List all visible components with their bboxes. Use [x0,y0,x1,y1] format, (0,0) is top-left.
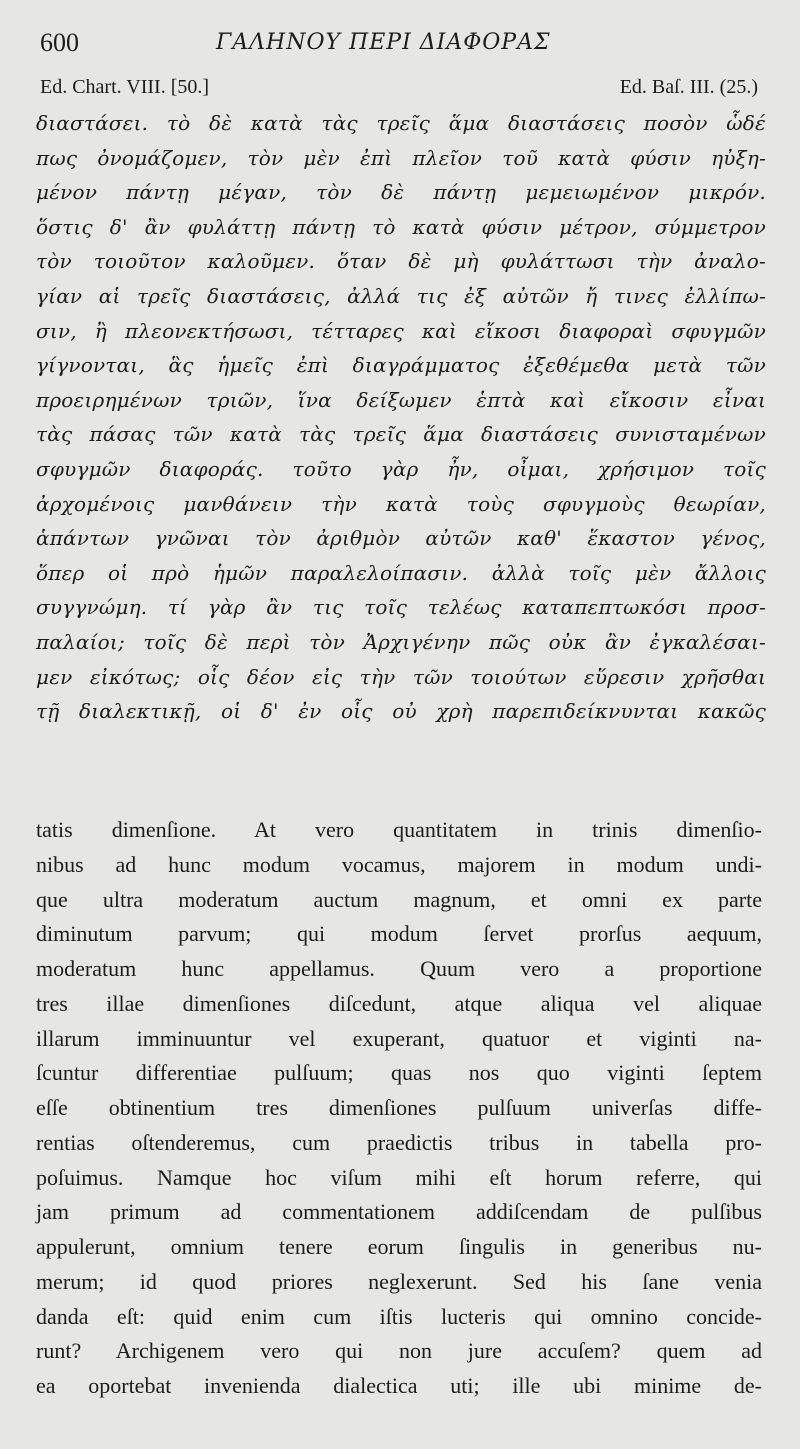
edition-basel: Ed. Baſ. III. (25.) [619,76,758,98]
latin-text-line: que ultra moderatum auctum magnum, et omni ex parte [36,886,762,912]
latin-text-line: tres illae dimenſiones diſcedunt, atque aliqua vel aliquae [36,990,762,1016]
edition-references [0,76,800,104]
edition-chartier: Ed. Chart. VIII. [50.] [40,76,210,98]
greek-text-line: τῇ διαλεκτικῇ, οἱ δ' ἐν οἷς οὐ χρὴ παρεπιδείκνυνται κακῶς [36,699,766,724]
greek-text-line: τὰς πάσας τῶν κατὰ τὰς τρεῖς ἅμα διαστάσεις συνισταμένων [36,422,766,447]
latin-text-line: merum; id quod priores neglexerunt. Sed his ſane venia [36,1268,762,1294]
latin-text-line: tatis dimenſione. At vero quantitatem in trinis dimenſio- [36,817,762,842]
latin-text-line: appulerunt, omnium tenere eorum ſingulis in generibus nu- [36,1234,762,1259]
greek-text-line: παλαίοι; τοῖς δὲ περὶ τὸν Ἀρχιγένην πῶς οὐκ ἂν ἐγκαλέσαι- [36,629,766,654]
latin-text-line: nibus ad hunc modum vocamus, majorem in modum undi- [36,851,762,877]
greek-text-line: ἁπάντων γνῶναι τὸν ἀριθμὸν αὐτῶν καθ' ἕκαστον γένος, [36,526,766,551]
greek-text-line: μένον πάντῃ μέγαν, τὸν δὲ πάντῃ μεμειωμένον μικρόν. [36,180,766,205]
greek-text-block [36,106,766,729]
greek-text-line: ὅστις δ' ἂν φυλάττῃ πάντῃ τὸ κατὰ φύσιν μέτρον, σύμμετρον [36,214,766,239]
latin-text-line: illarum imminuuntur vel exuperant, quatuor et viginti na- [36,1025,762,1051]
greek-text-line: γίαν αἱ τρεῖς διαστάσεις, ἀλλά τις ἐξ αὐτῶν ἤ τινες ἐλλίπω- [36,283,766,308]
greek-text-line: διαστάσει. τὸ δὲ κατὰ τὰς τρεῖς ἅμα διαστάσεις ποσὸν ὧδέ [36,111,766,135]
latin-text-line: danda eſt: quid enim cum iſtis lucteris qui omnino concide- [36,1303,762,1329]
greek-text-line: ἀρχομένοις μανθάνειν τὴν κατὰ τοὺς σφυγμοὺς θεωρίαν, [36,491,766,516]
greek-text-line: προειρημένων τριῶν, ἵνα δείξωμεν ἑπτὰ καὶ εἴκοσιν εἶναι [36,387,766,412]
latin-text-line: jam primum ad commentationem addiſcendam de pulſibus [36,1199,762,1225]
greek-text-line: σφυγμῶν διαφοράς. τοῦτο γὰρ ἦν, οἶμαι, χρήσιμον τοῖς [36,456,766,481]
latin-text-line: diminutum parvum; qui modum ſervet prorſus aequum, [36,921,762,947]
latin-text-line: runt? Archigenem vero qui non jure accuſem? quem ad [36,1338,762,1364]
greek-text-line: σιν, ἢ πλεονεκτήσωσι, τέτταρες καὶ εἴκοσι διαφοραὶ σφυγμῶν [36,318,766,343]
latin-text-line: ea oportebat invenienda dialectica uti; ille ubi minime de- [36,1373,762,1398]
greek-text-line: πως ὀνομάζομεν, τὸν μὲν ἐπὶ πλεῖον τοῦ κατὰ φύσιν ηὐξη- [36,145,766,170]
greek-text-line: συγγνώμη. τί γὰρ ἂν τις τοῖς τελέως καταπεπτωκόσι προσ- [36,595,766,620]
greek-text-line: τὸν τοιοῦτον καλοῦμεν. ὅταν δὲ μὴ φυλάττωσι τὴν ἀναλο- [36,249,766,274]
latin-text-line: moderatum hunc appellamus. Quum vero a proportione [36,956,762,981]
latin-text-line: rentias oſtenderemus, cum praedictis tribus in tabella pro- [36,1129,762,1155]
running-head [0,28,800,68]
running-title: ΓΑΛΗΝΟΥ ΠΕΡΙ ΔΙΑΦΟΡΑΣ [216,30,551,55]
latin-text-line: eſſe obtinentium tres dimenſiones pulſuum univerſas diffe- [36,1095,762,1120]
latin-text-line: poſuimus. Namque hoc viſum mihi eſt horum referre, qui [36,1164,762,1190]
greek-text-line: γίγνονται, ἃς ἡμεῖς ἐπὶ διαγράμματος ἐξεθέμεθα μετὰ τῶν [36,353,766,378]
page-number: 600 [40,28,79,57]
greek-text-line: μεν εἰκότως; οἷς δέον εἰς τὴν τῶν τοιούτων εὕρεσιν χρῆσθαι [36,664,766,689]
greek-text-line: ὅπερ οἱ πρὸ ἡμῶν παραλελοίπασιν. ἀλλὰ τοῖς μὲν ἄλλοις [36,560,766,585]
latin-text-line: ſcuntur differentiae pulſuum; quas nos quo viginti ſeptem [36,1060,762,1086]
latin-text-block [36,813,762,1404]
